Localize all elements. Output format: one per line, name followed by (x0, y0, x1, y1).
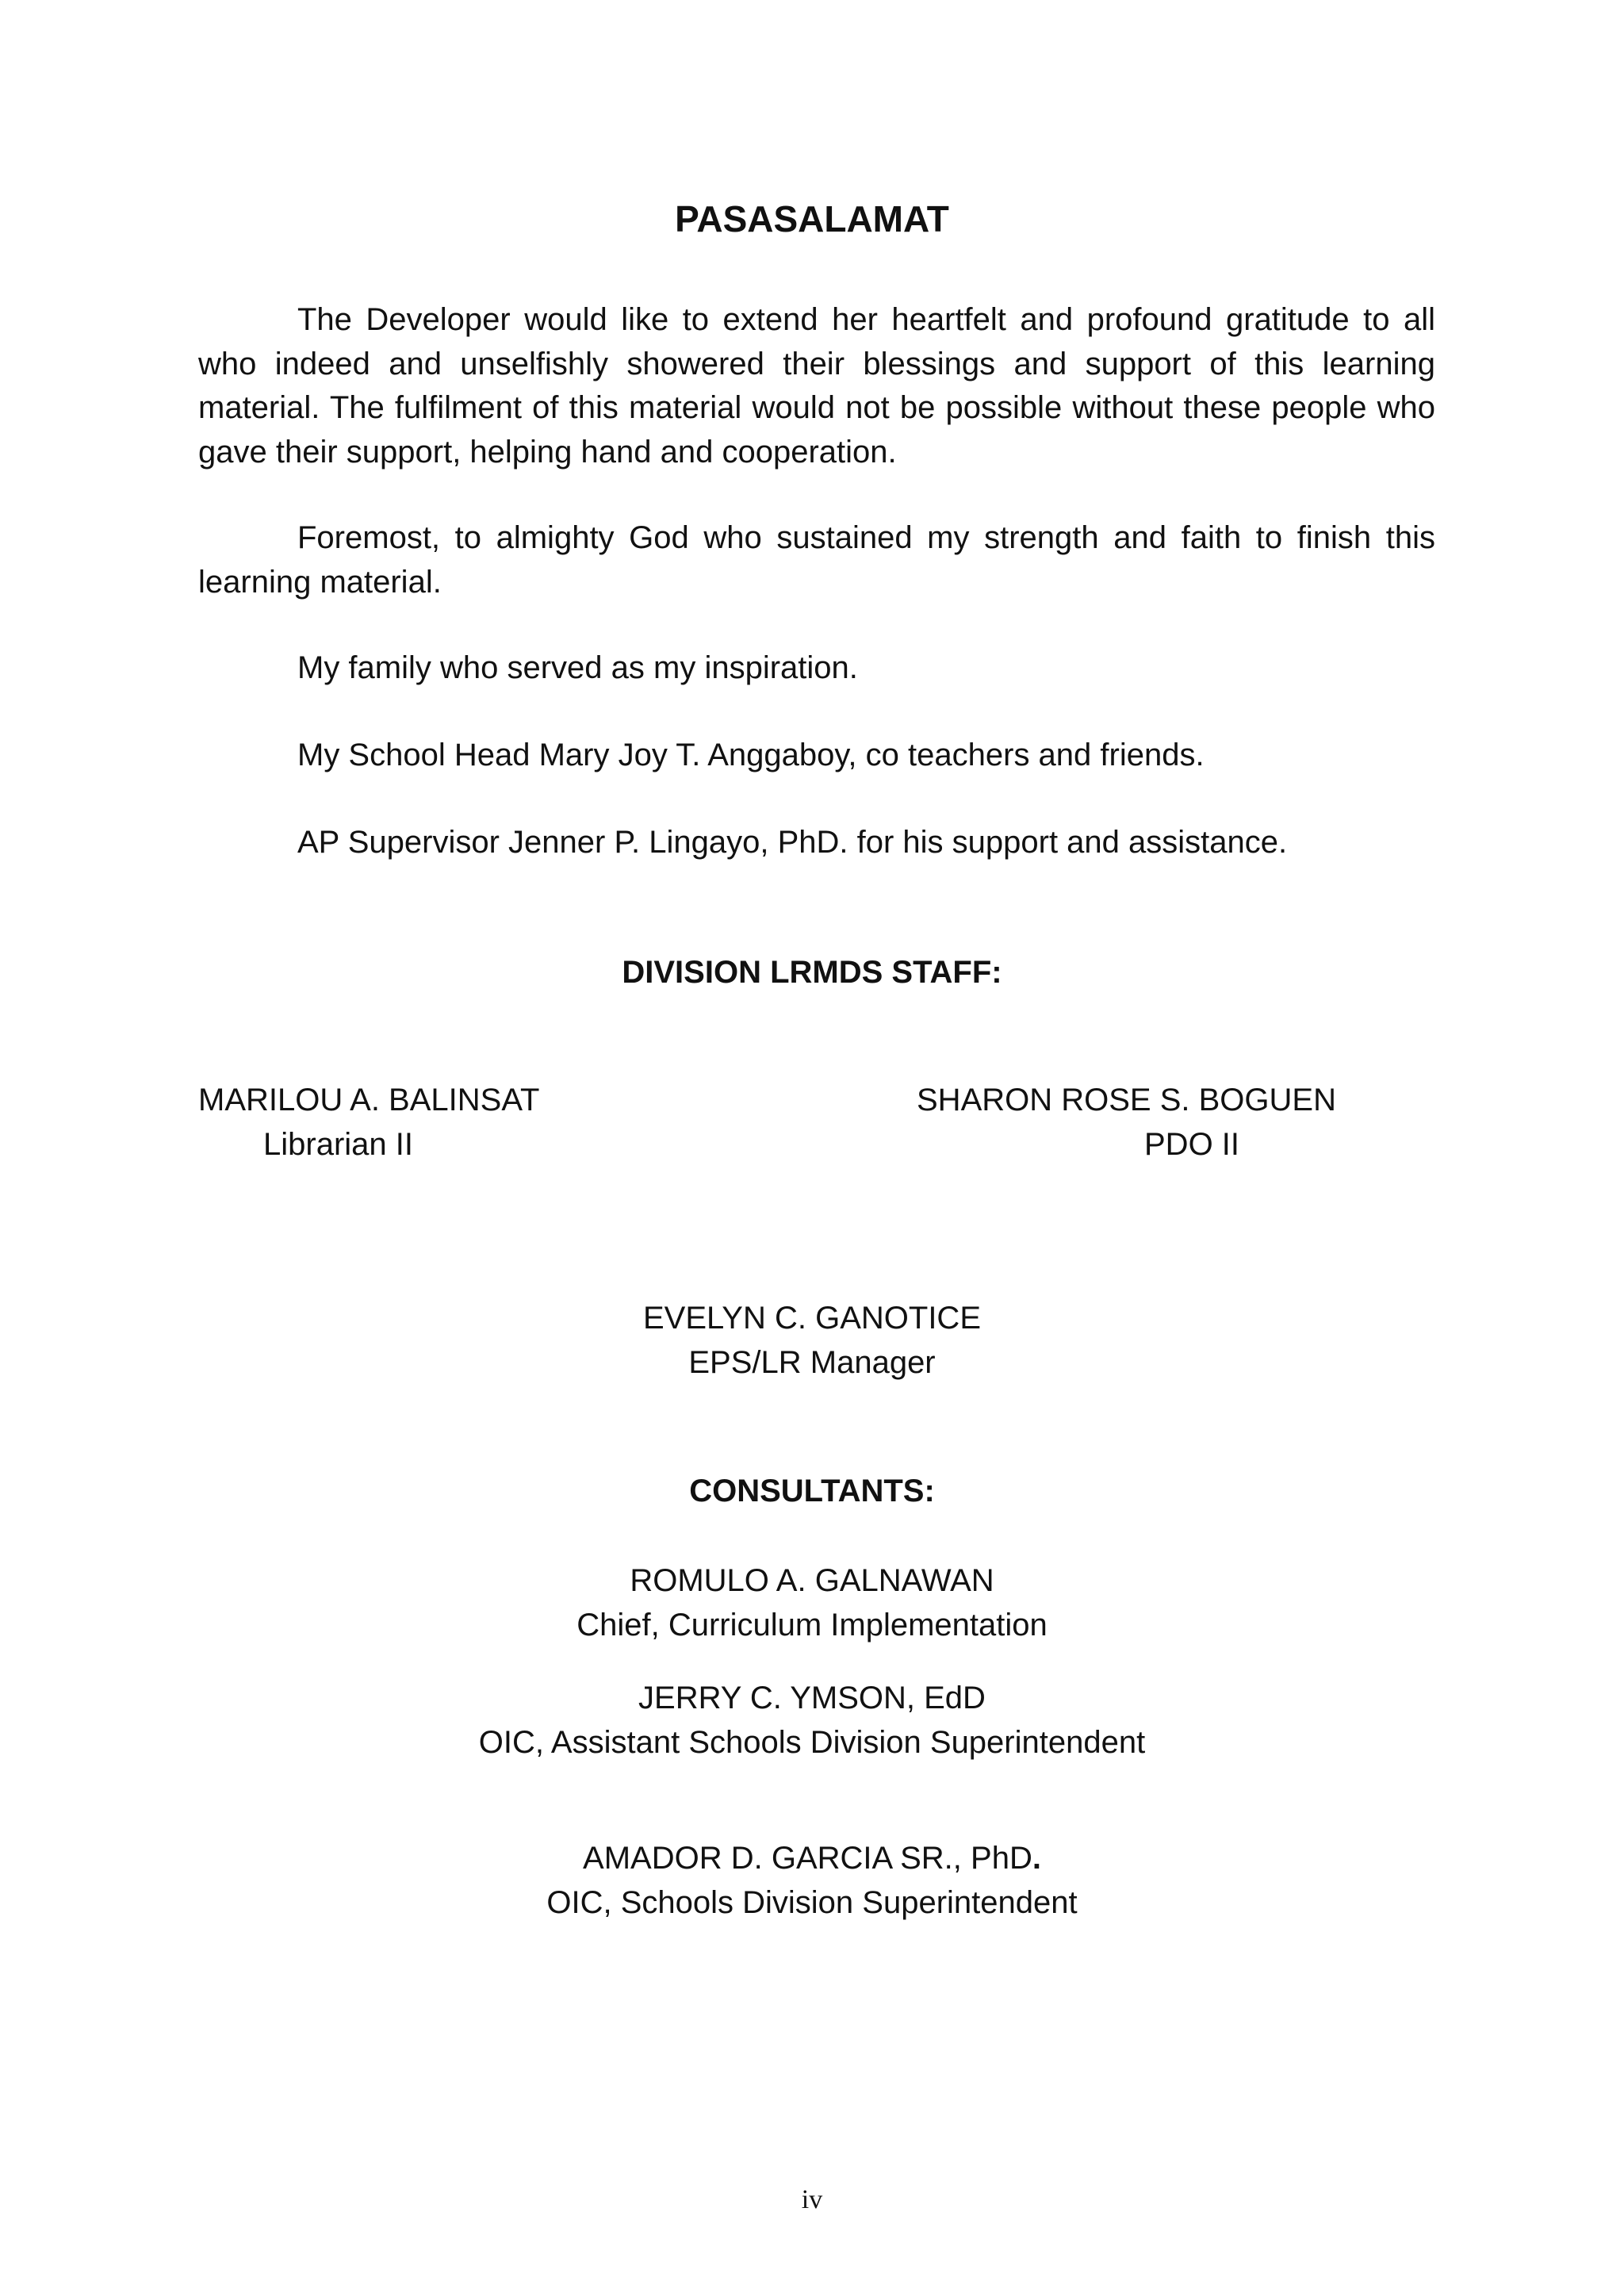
page-number: iv (801, 2185, 823, 2214)
lrmds-heading: DIVISION LRMDS STAFF: (622, 955, 1002, 990)
school-head-paragraph: My School Head Mary Joy T. Anggaboy, co teachers and friends. (297, 738, 1205, 772)
staff-manager (0, 1297, 1624, 1385)
consultant-asds (0, 1677, 1624, 1765)
consultants-heading: CONSULTANTS: (689, 1474, 935, 1508)
family-paragraph: My family who served as my inspiration. (297, 650, 858, 685)
consultant-chief (0, 1559, 1624, 1647)
staff-role: PDO II (1144, 1126, 1240, 1162)
consultant-name-suffix: . (1032, 1841, 1041, 1876)
consultant-name: ROMULO A. GALNAWAN (630, 1563, 994, 1598)
consultant-role: OIC, Schools Division Superintendent (546, 1884, 1078, 1920)
consultant-name: JERRY C. YMSON, EdD (638, 1681, 986, 1715)
consultant-role: Chief, Curriculum Implementation (576, 1607, 1048, 1642)
consultant-role: OIC, Assistant Schools Division Superintendent (478, 1724, 1146, 1760)
intro-paragraph: The Developer would like to extend her heartfelt and profound gratitude to all who indeed and unselfishly showered their blessings and support of this learning material. The fulfilment of this material would not be possible without these people who gave their support, helping hand and cooperation. (198, 302, 1435, 470)
god-paragraph: Foremost, to almighty God who sustained my strength and faith to finish this learning material. (198, 520, 1435, 600)
staff-librarian (198, 1079, 540, 1167)
staff-role: EPS/LR Manager (688, 1344, 936, 1380)
supervisor-paragraph: AP Supervisor Jenner P. Lingayo, PhD. for his support and assistance. (297, 825, 1288, 860)
consultant-name: AMADOR D. GARCIA SR., PhD (583, 1841, 1032, 1876)
consultant-sds (0, 1837, 1624, 1925)
staff-name: MARILOU A. BALINSAT (198, 1083, 540, 1117)
consultant-name-line (0, 1837, 1624, 1881)
staff-name: EVELYN C. GANOTICE (642, 1301, 981, 1336)
staff-role: Librarian II (263, 1126, 413, 1162)
staff-pdo (917, 1079, 1336, 1167)
staff-name: SHARON ROSE S. BOGUEN (917, 1083, 1336, 1117)
page-title: PASASALAMAT (675, 198, 949, 240)
